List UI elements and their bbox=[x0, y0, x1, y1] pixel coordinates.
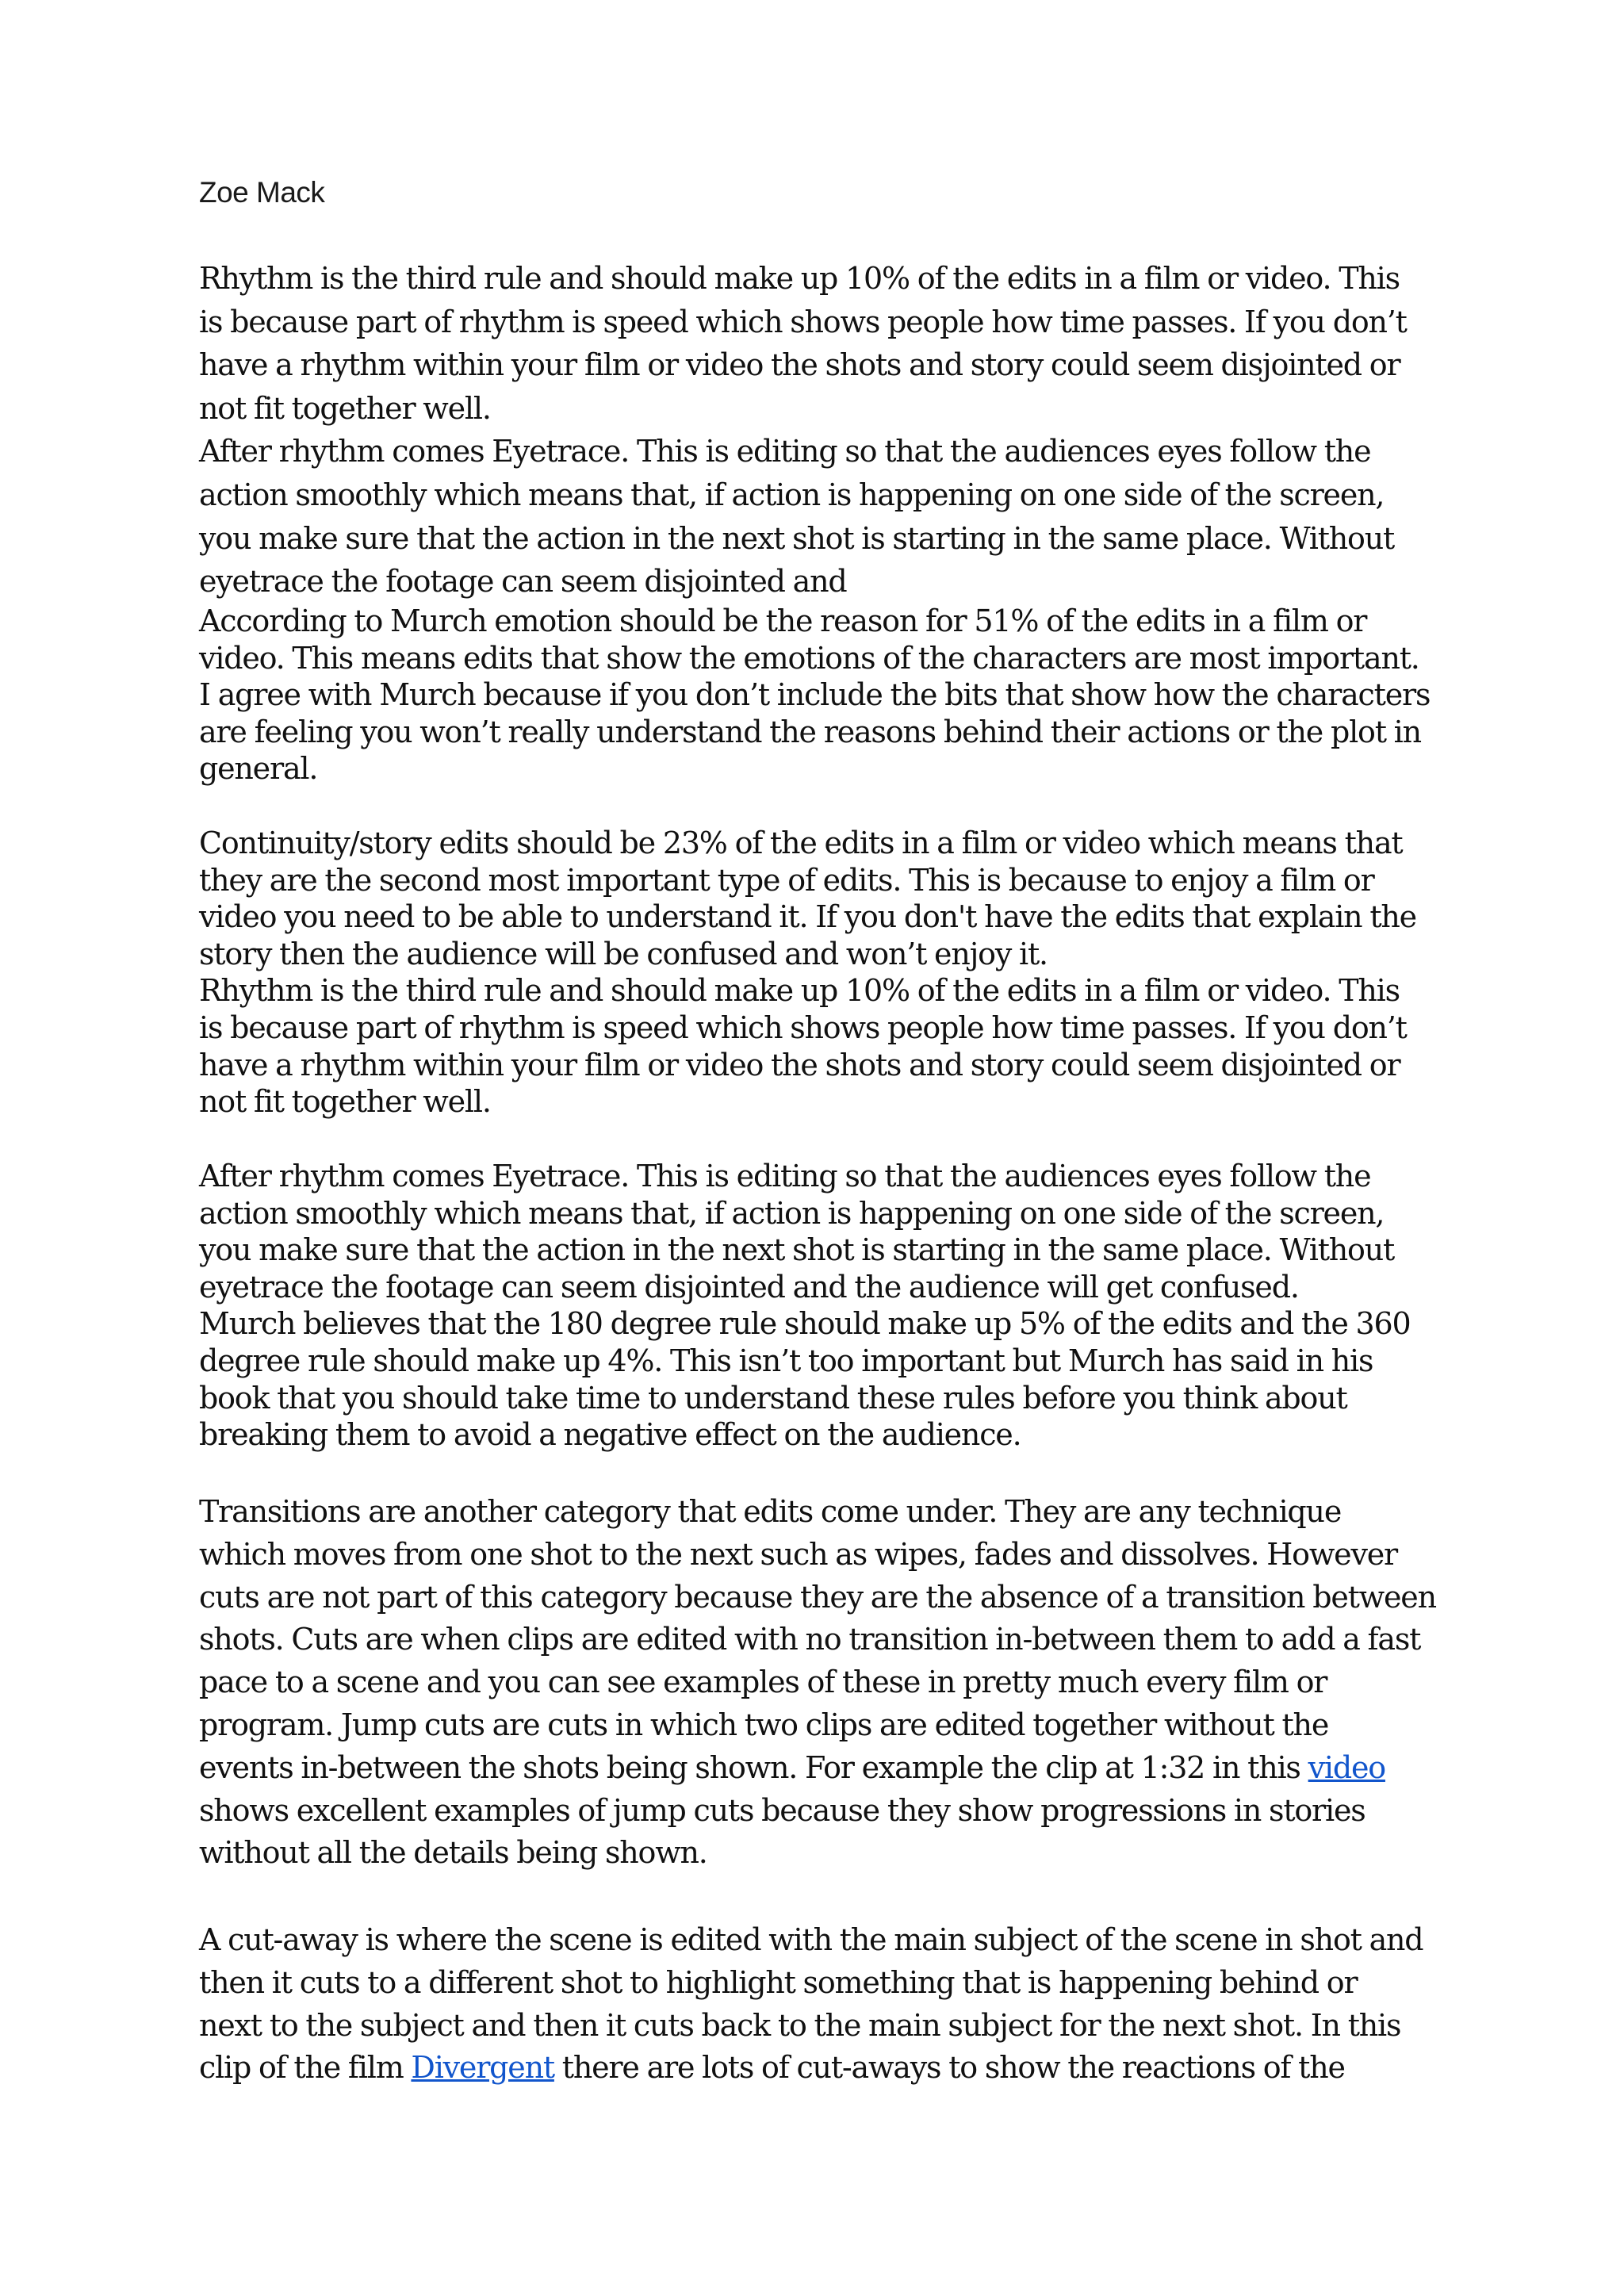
paragraph-text: After rhythm comes Eyetrace. This is editing so that the audiences eyes follow the action smoothly which means that, if action is happening on one side of the screen, you make sure that the action in the next shot is starting in the same place. Without eyetrace the footage can seem disjointed and the audience will get confused. Murch believes that the 180 degree rule should make up 5% of the edits and the 360 degree rule should make up 4%. This isn’t too important but Murch has said in his book that you should take time to understand these rules before you think about breaking them to avoid a negative effect on the audience. bbox=[199, 1159, 1411, 1453]
paragraph-text-after-link: shows excellent examples of jump cuts because they show progressions in stories without all the details being shown. bbox=[199, 1792, 1365, 1871]
paragraph-text: Rhythm is the third rule and should make up 10% of the edits in a film or video. This is because part of rhythm is speed which shows people how time passes. If you don’t have a rhythm within your film or video the shots and story could seem disjointed or not fit together well. After rhythm comes Eyetrace. This is editing so that the audiences eyes follow the action smoothly which means that, if action is happening on one side of the screen, you make sure that the action in the next shot is starting in the same place. Without eyetrace the footage can seem disjointed and bbox=[199, 261, 1407, 600]
paragraph-transitions bbox=[199, 1491, 1444, 1875]
video-link[interactable]: video bbox=[1308, 1749, 1385, 1785]
paragraph-emotion bbox=[199, 603, 1444, 787]
paragraph-rhythm-eyetrace-intro bbox=[199, 257, 1444, 603]
paragraph-cut-away bbox=[199, 1919, 1444, 2090]
paragraph-text: Continuity/story edits should be 23% of the edits in a film or video which means that they are the second most important type of edits. This is because to enjoy a film or video you need to be able to understand it. If you don't have the edits that explain the story then the audience will be confused and won’t enjoy it. Rhythm is the third rule and should make up 10% of the edits in a film or video. This is because part of rhythm is speed which shows people how time passes. If you don’t have a rhythm within your film or video the shots and story could seem disjointed or not fit together well. bbox=[199, 826, 1416, 1120]
paragraph-continuity-rhythm bbox=[199, 825, 1444, 1121]
paragraph-text-before-link: A cut-away is where the scene is edited with the main subject of the scene in shot and then it cuts to a different shot to highlight something that is happening behind or next to the subject and then it cuts back to the main subject for the next shot. In this clip of the film bbox=[199, 1922, 1423, 2086]
author-name: Zoe Mack bbox=[199, 176, 325, 209]
paragraph-text-before-link: Transitions are another category that edits come under. They are any technique which moves from one shot to the next such as wipes, fades and dissolves. However cuts are not part of this category because they are the absence of a transition between shots. Cuts are when clips are edited with no transition in-between them to add a fast pace to a scene and you can see examples of these in pretty much every film or program. Jump cuts are cuts in which two clips are edited together without the events in-between the shots being shown. For example the clip at 1:32 in this bbox=[199, 1494, 1436, 1785]
divergent-link[interactable]: Divergent bbox=[411, 2050, 554, 2086]
paragraph-text: According to Murch emotion should be the reason for 51% of the edits in a film or video. This means edits that show the emotions of the characters are most important. I agree with Murch because if you don’t include the bits that show how the characters are feeling you won’t really understand the reasons behind their actions or the plot in general. bbox=[199, 603, 1431, 787]
paragraph-text-after-link: there are lots of cut-aways to show the reactions of the bbox=[553, 2050, 1345, 2086]
paragraph-text bbox=[199, 1491, 1444, 1875]
paragraph-eyetrace-degree-rules bbox=[199, 1158, 1444, 1454]
paragraph-text bbox=[199, 1919, 1444, 2090]
